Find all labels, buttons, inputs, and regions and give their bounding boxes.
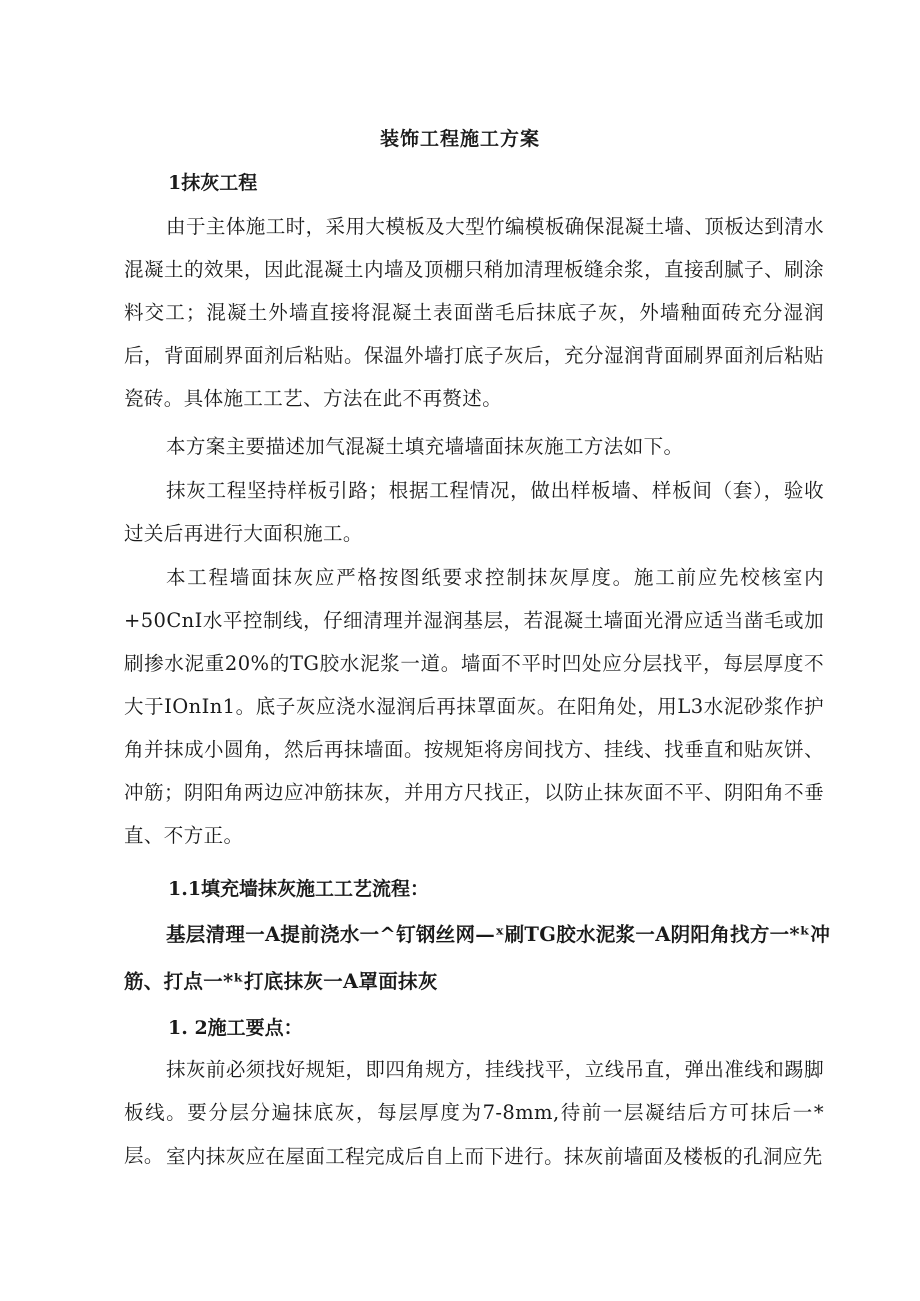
- process-flow-text: 基层清理一A提前浇水一^钉钢丝网—ˣ刷TG胶水泥浆一A阴阳角找方一*ᵏ冲筋、打点一*ᵏ打底抹灰一A罩面抹灰: [124, 923, 831, 993]
- paragraph-thickness-control: 本工程墙面抹灰应严格按图纸要求控制抹灰厚度。施工前应先校核室内+50CnI水平控制线，仔细清理并湿润基层，若混凝土墙面光滑应适当凿毛或加刷掺水泥重20%的TG胶水泥浆一道。墙面不平时凹处应分层找平，每层厚度不大于IOnIn1。底子灰应浇水湿润后再抹罩面灰。在阳角处，用L3水泥砂浆作护角并抹成小圆角，然后再抹墙面。按规矩将房间找方、挂线、找垂直和贴灰饼、冲筋；阴阳角两边应冲筋抹灰，并用方尺找正，以防止抹灰面不平、阴阳角不垂直、不方正。: [124, 566, 824, 847]
- paragraph-main-construction: 由于主体施工时，采用大模板及大型竹编模板确保混凝土墙、顶板达到清水混凝土的效果，因此混凝土内墙及顶棚只稍加清理板缝余浆，直接刮腻子、刷涂料交工；混凝土外墙直接将混凝土表面凿毛后抹底子灰，外墙釉面砖充分湿润后，背面刷界面剂后粘贴。保温外墙打底子灰后，充分湿润背面刷界面剂后粘贴瓷砖。具体施工工艺、方法在此不再赘述。: [124, 215, 824, 410]
- section-heading-key-points: 1. 2施工要点：: [168, 1017, 303, 1039]
- section-heading-process-flow: 1.1填充墙抹灰施工工艺流程：: [168, 878, 430, 900]
- paragraph-key-point-2: 室内抹灰应在屋面工程完成后自上而下进行。抹灰前墙面及楼板的孔洞应先: [166, 1145, 823, 1168]
- document-title: 装饰工程施工方案: [379, 128, 540, 150]
- section-heading-plastering: 1抹灰工程: [168, 172, 258, 194]
- paragraph-key-point-1: 抹灰前必须找好规矩，即四角规方，挂线找平，立线吊直，弹出准线和踢脚板线。要分层分遍抹底灰，每层厚度为7-8mm,待前一层凝结后方可抹后一*层。: [124, 1058, 824, 1167]
- paragraph-sample-wall: 抹灰工程坚持样板引路；根据工程情况，做出样板墙、样板间（套），验收过关后再进行大面积施工。: [124, 479, 824, 545]
- paragraph-scope: 本方案主要描述加气混凝土填充墙墙面抹灰施工方法如下。: [166, 435, 684, 458]
